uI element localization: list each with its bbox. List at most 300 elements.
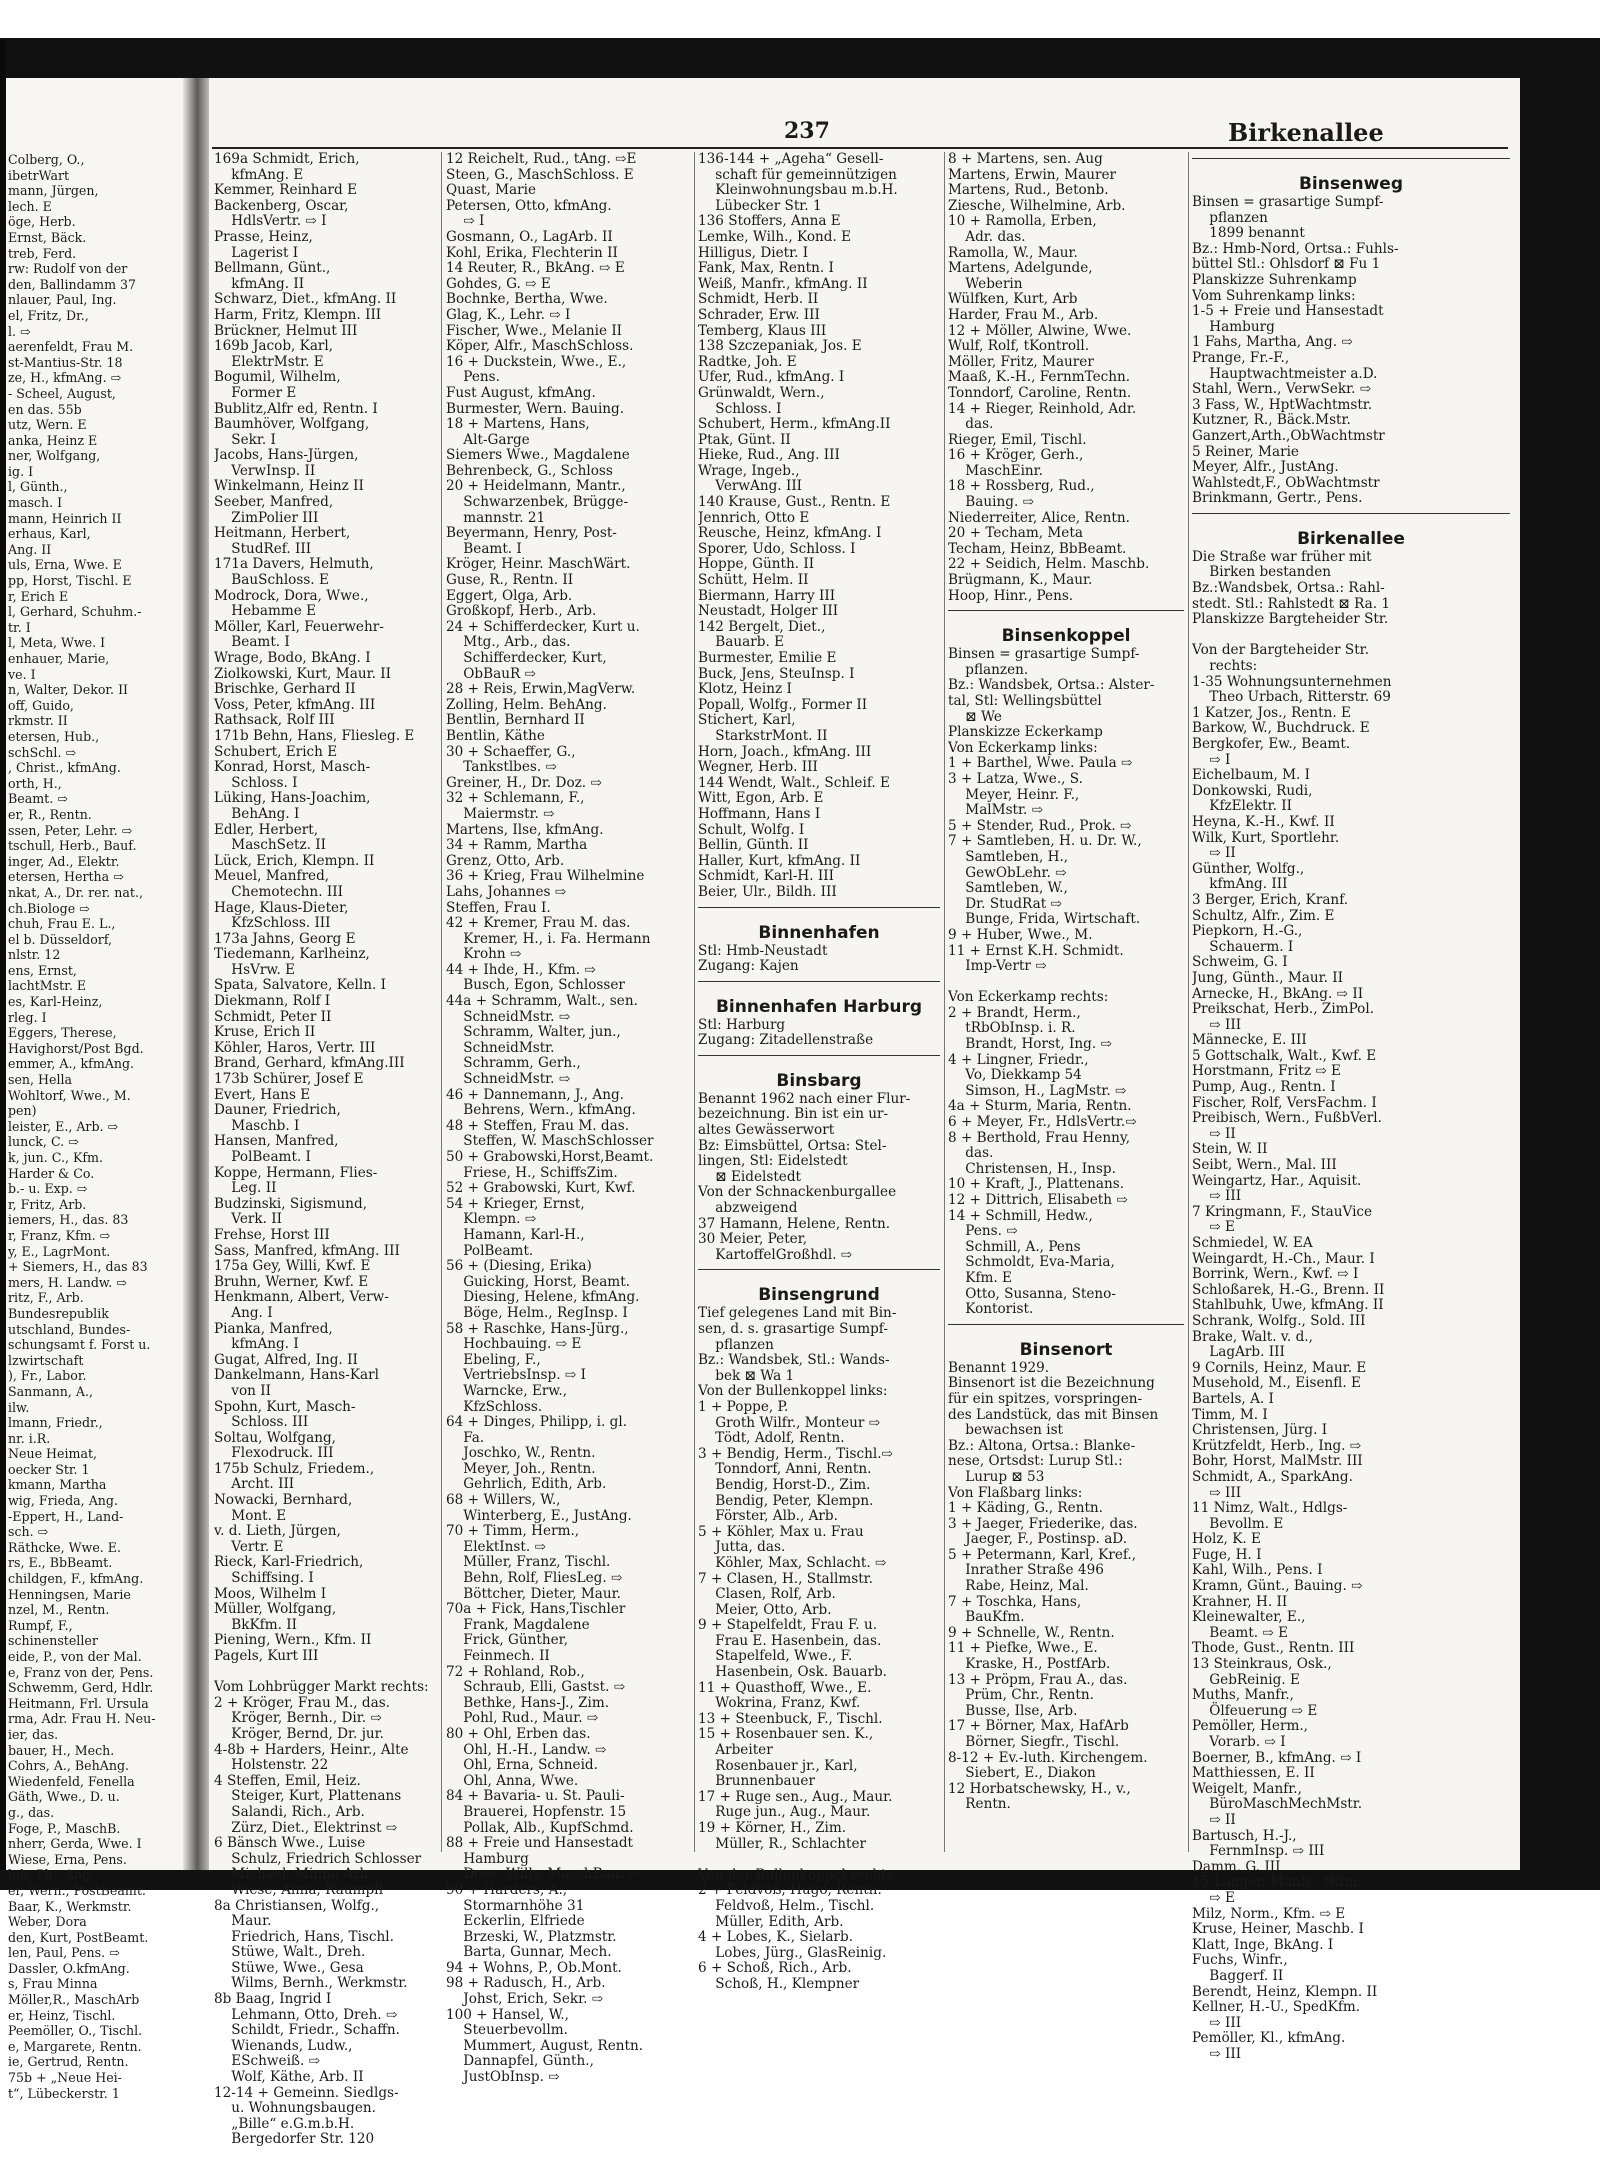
directory-line: tschull, Herb., Bauf. [8, 838, 137, 854]
directory-line: Müller, Wolfgang, [214, 1601, 337, 1618]
directory-line: Eichelbaum, M. I [1192, 767, 1311, 784]
directory-line: Hansen, Manfred, [214, 1133, 339, 1150]
directory-line: Gehrlich, Edith, Arb. [446, 1476, 607, 1493]
directory-line: ESchweiß. ⇨ [214, 2053, 321, 2070]
directory-line: Wrage, Bodo, BkAng. I [214, 650, 371, 666]
directory-line: Rumpf, F., [8, 1617, 73, 1633]
directory-line: tal, Stl: Wellingsbüttel [948, 693, 1102, 709]
directory-line: Steffen, W. MaschSchlosser [446, 1133, 654, 1150]
directory-line: 28 + Reis, Erwin,MagVerw. [446, 681, 636, 698]
directory-line: 6 + Meyer, Fr., HdlsVertr.⇨ [948, 1114, 1137, 1131]
directory-line: Hoop, Hinr., Pens. [948, 587, 1074, 604]
directory-line: 19 + Körner, H., Zim. [698, 1820, 847, 1836]
directory-line: 11 + Quasthoff, Wwe., E. [698, 1679, 872, 1696]
directory-line: rechts: [1192, 658, 1258, 675]
directory-line: Stein, W. II [1192, 1141, 1268, 1158]
directory-line: Greiner, H., Dr. Doz. ⇨ [446, 774, 602, 791]
directory-line: Bauarb. E [698, 634, 785, 651]
directory-line: Neue Heimat, [8, 1446, 98, 1462]
directory-line: Popall, Wolfg., Former II [698, 696, 868, 713]
directory-line: schSchl. ⇨ [8, 744, 77, 760]
directory-line: HsVrw. E [214, 961, 296, 978]
directory-line: 20 + Techam, Meta [948, 525, 1083, 542]
directory-line: tRbObInsp. i. R. [948, 1020, 1076, 1037]
directory-line: Bz.: Wandsbek, Ortsa.: Alster- [948, 677, 1155, 694]
directory-line: 44a + Schramm, Walt., sen. [446, 993, 638, 1010]
section-rule [698, 981, 940, 988]
directory-line: Feldvoß, Helm., Tischl. [698, 1897, 875, 1914]
directory-line: 4 Steffen, Emil, Heiz. [214, 1772, 361, 1789]
directory-line: Borrink, Wern., Kwf. ⇨ I [1192, 1266, 1359, 1283]
directory-line: GewObLehr. ⇨ [948, 864, 1067, 881]
directory-line: Von der Bargteheider Str. [1192, 642, 1370, 659]
directory-line: Schramm, Gerh., [446, 1055, 581, 1072]
directory-line: Piening, Wern., Kfm. II [214, 1632, 372, 1649]
directory-line: schungsamt f. Forst u. [8, 1337, 151, 1353]
directory-line: Seeber, Manfred, [214, 494, 334, 511]
directory-line: Dauner, Friedrich, [214, 1102, 341, 1119]
directory-line: Ang. II [8, 541, 52, 557]
directory-line: Bz.:Wandsbek, Ortsa.: Rahl- [1192, 580, 1385, 597]
directory-line: Pens. [446, 369, 500, 386]
directory-line: Binsenort ist die Bezeichnung [948, 1375, 1155, 1392]
directory-line: Bellin, Günth. II [698, 837, 809, 854]
directory-line: 64 + Dinges, Philipp, i. gl. [446, 1414, 628, 1431]
directory-line: Holz, K. E [1192, 1531, 1261, 1548]
directory-line: erhaus, Karl, [8, 526, 91, 542]
directory-line: rkmstr. II [8, 713, 68, 729]
directory-line: Leg. II [214, 1180, 277, 1197]
book-edge-top [0, 38, 1600, 78]
directory-line: Schütt, Helm. II [698, 572, 809, 589]
directory-line: Schmidt, A., SparkAng. [1192, 1468, 1353, 1485]
directory-line: Ohl, H.-H., Landw. ⇨ [446, 1741, 607, 1758]
directory-line: 5 + Köhler, Max u. Frau [698, 1523, 864, 1540]
directory-line: Martens, Adelgunde, [948, 260, 1093, 277]
directory-line: Klempn. ⇨ [446, 1211, 537, 1228]
header-rule [212, 147, 1508, 149]
directory-line: 140 Krause, Gust., Rentn. E [698, 494, 891, 511]
directory-line: 5 Reiner, Marie [1192, 443, 1299, 460]
directory-line: mann, Jürgen, [8, 183, 99, 199]
directory-line: Wrage, Ingeb., [698, 462, 800, 479]
directory-line: 18 + Martens, Hans, [446, 416, 590, 433]
directory-line: Möller,R., MaschArb [8, 1992, 140, 2008]
directory-line: Fuchs, Winfr., [1192, 1952, 1288, 1969]
directory-line: Temberg, Klaus III [698, 322, 827, 339]
directory-line: 84 + Bavaria- u. St. Pauli- [446, 1788, 625, 1805]
directory-line: s, Frau Minna [8, 1976, 98, 1992]
directory-line: Mont. E [214, 1507, 287, 1524]
section-rule [1192, 513, 1510, 520]
directory-line: Schweim, G. I [1192, 954, 1288, 971]
directory-line: Schultz, Alfr., Zim. E [1192, 907, 1335, 924]
directory-line: Ruge jun., Aug., Maur. [698, 1804, 871, 1821]
directory-line: off, Guido, [8, 697, 74, 713]
directory-line: Gohdes, G. ⇨ E [446, 275, 551, 292]
directory-line: Piepkorn, H.-G., [1192, 923, 1303, 940]
directory-line: Bellmann, Günt., [214, 260, 331, 277]
directory-line: 4 + Lobes, K., Sielarb. [698, 1929, 854, 1946]
directory-line: Holstenstr. 22 [214, 1757, 329, 1774]
directory-line: ch.Biologe ⇨ [8, 900, 90, 916]
directory-line: ⇨ II [1192, 845, 1236, 862]
directory-line: Planskizze Bargteheider Str. [1192, 611, 1389, 628]
directory-line: Martens, Erwin, Maurer [948, 166, 1117, 183]
directory-line: Krohn ⇨ [446, 946, 522, 963]
directory-line: FernmInsp. ⇨ III [1192, 1843, 1325, 1860]
directory-line: 56 + (Diesing, Erika) [446, 1258, 592, 1275]
directory-line: Bartusch, H.-J., [1192, 1827, 1297, 1844]
directory-line: Theo Urbach, Ritterstr. 69 [1192, 689, 1391, 706]
directory-line: Weigelt, Manfr., [1192, 1780, 1302, 1797]
directory-line: Moos, Wilhelm I [214, 1585, 327, 1602]
directory-line: Spata, Salvatore, Kelln. I [214, 977, 387, 994]
directory-line: Lagerist I [214, 244, 299, 261]
directory-line: Otto, Susanna, Steno- [948, 1285, 1116, 1302]
directory-line: Beamt. ⇨ [8, 791, 68, 807]
directory-line: nlauer, Paul, Ing. [8, 292, 117, 308]
directory-line: Eggers, Therese, [8, 1025, 117, 1041]
directory-line: e, Franz von der, Pens. [8, 1664, 154, 1680]
column-divider [441, 152, 442, 1852]
directory-line: rw: Rudolf von der [8, 261, 128, 277]
directory-line: Harder & Co. [8, 1165, 95, 1181]
directory-line: Maaß, K.-H., FernmTechn. [948, 369, 1131, 386]
directory-line: Ziesche, Wilhelmine, Arb. [948, 197, 1126, 214]
directory-line: Boerner, B., kfmAng. ⇨ I [1192, 1749, 1362, 1766]
directory-line: 144 Wendt, Walt., Schleif. E [698, 774, 890, 791]
directory-line: Behrenbeck, G., Schloss [446, 462, 613, 479]
directory-line: n, Walter, Dekor. II [8, 682, 129, 698]
directory-line: uls, Erna, Wwe. E [8, 557, 122, 573]
directory-line: Schloss. I [698, 400, 782, 417]
directory-line: Schmidt, Herb. II [698, 291, 819, 308]
directory-line: Sekr. I [214, 431, 276, 448]
directory-line: Schmidt, Karl-H. III [698, 868, 835, 885]
directory-line: Brzeski, W., Platzmstr. [446, 1928, 617, 1945]
directory-line: nzel, M., Rentn. [8, 1602, 110, 1618]
directory-line: von II [214, 1382, 271, 1399]
directory-line: Binsen = grasartige Sumpf- [948, 646, 1140, 663]
directory-line: ⇨ I [1192, 751, 1231, 768]
directory-line: Fust August, kfmAng. [446, 384, 596, 401]
directory-line: Beamt. ⇨ E [1192, 1624, 1289, 1641]
directory-line: Müller, Franz, Tischl. [446, 1554, 611, 1571]
directory-line: Chemotechn. III [214, 883, 343, 900]
directory-line: Niederreiter, Alice, Rentn. [948, 509, 1130, 526]
directory-line: Möller, Fritz, Maurer [948, 353, 1094, 370]
directory-line: e, Margarete, Rentn. [8, 2038, 142, 2054]
directory-line: Diekmann, Rolf I [214, 993, 331, 1010]
directory-line: 68 + Willers, W., [446, 1492, 561, 1509]
directory-line: 171b Behn, Hans, Fliesleg. E [214, 727, 415, 744]
directory-line: Thode, Gust., Rentn. III [1192, 1640, 1355, 1657]
directory-line: nese, Ortsdst: Lurup Stl.: [948, 1453, 1123, 1470]
directory-line: 2 + Kröger, Frau M., das. [214, 1694, 391, 1711]
directory-line: Von Flaßbarg links: [948, 1484, 1083, 1501]
directory-line: Sass, Manfred, kfmAng. III [214, 1242, 400, 1259]
directory-line: ens, Ernst, [8, 962, 77, 978]
directory-line: Preikschat, Herb., ZimPol. [1192, 1001, 1375, 1018]
directory-line: abzweigend [698, 1200, 798, 1217]
directory-line: Wiedenfeld, Fenella [8, 1773, 135, 1789]
directory-line [1192, 628, 1510, 644]
directory-line: Wiese, Erna, Pens. [8, 1851, 127, 1867]
directory-line: Bergkofer, Ew., Beamt. [1192, 736, 1351, 752]
directory-line: Weingartz, Har., Aquisit. [1192, 1172, 1362, 1189]
directory-line: Ang. I [214, 1304, 273, 1321]
directory-line: Quast, Marie [446, 182, 536, 199]
directory-line: g., das. [8, 1804, 55, 1820]
directory-line: Bethke, Hans-J., Zim. [446, 1694, 610, 1711]
directory-line: 4 + Lingner, Friedr., [948, 1051, 1089, 1068]
directory-line: 5 Gottschalk, Walt., Kwf. E [1192, 1047, 1377, 1064]
directory-line: Baggerf. II [1192, 1967, 1284, 1984]
directory-line: mers, H. Landw. ⇨ [8, 1274, 127, 1290]
directory-line: 175a Gey, Willi, Kwf. E [214, 1258, 371, 1275]
directory-line: ner, Wolfgang, [8, 448, 101, 464]
directory-line: des Landstück, das mit Binsen [948, 1406, 1159, 1423]
directory-line: Witt, Egon, Arb. E [698, 790, 824, 807]
directory-line: Donkowski, Rudi, [1192, 782, 1313, 799]
directory-line: Stapelfeld, Wwe., F. [698, 1648, 853, 1665]
directory-line: Bz.: Wandsbek, Stl.: Wands- [698, 1352, 890, 1369]
directory-line: Schloss. I [214, 774, 298, 791]
directory-line: Busch, Egon, Schlosser [446, 977, 625, 994]
directory-line: 30 + Schaeffer, G., [446, 743, 576, 760]
directory-line: ZimPolier III [214, 509, 319, 526]
directory-line: Jacobs, Hans-Jürgen, [214, 447, 359, 464]
directory-line: Archt. III [214, 1476, 295, 1493]
directory-line: Birken bestanden [1192, 564, 1332, 581]
directory-line: sen, d. s. grasartige Sumpf- [698, 1321, 888, 1337]
directory-line: Bendig, Horst-D., Zim. [698, 1476, 871, 1493]
directory-line: PolBeamt. [446, 1242, 534, 1259]
directory-line: bek ⊠ Wa 1 [698, 1367, 795, 1384]
directory-line: Meyer, Alfr., JustAng. [1192, 459, 1339, 476]
directory-line: Alt-Garge [446, 431, 530, 448]
directory-line: ⇨ E [1192, 1889, 1235, 1906]
directory-line: 98 + Radusch, H., Arb. [446, 1975, 606, 1992]
directory-line: Johst, Erich, Sekr. ⇨ [446, 1991, 604, 2008]
directory-line: Kleinwohnungsbau m.b.H. [698, 182, 898, 199]
directory-line: 173b Schürer, Josef E [214, 1071, 364, 1088]
directory-line: Harder, Frau M., Arb. [948, 306, 1099, 323]
directory-line: Imp-Vertr ⇨ [948, 958, 1047, 975]
directory-line: Cohrs, A., BehAng. [8, 1758, 130, 1774]
directory-line: Stahl, Wern., VerwSekr. ⇨ [1192, 381, 1372, 398]
directory-line: nherr, Gerda, Wwe. I [8, 1836, 142, 1852]
directory-line: Stl: Harburg [698, 1016, 786, 1033]
directory-line: Hamburg [446, 1850, 529, 1867]
left-margin-column [8, 152, 184, 2101]
directory-line: 173a Jahns, Georg E [214, 930, 356, 947]
directory-line: Schauerm. I [1192, 938, 1294, 955]
directory-line: Bartels, A. I [1192, 1390, 1274, 1407]
directory-line: 1 + Poppe, P. [698, 1398, 789, 1415]
directory-line: el, Fritz, Dr., [8, 307, 89, 323]
directory-line: st-Mantius-Str. 18 [8, 354, 123, 370]
directory-line: Von Eckerkamp rechts: [948, 989, 1109, 1006]
directory-line: 7 + Toschka, Hans, [948, 1593, 1082, 1610]
directory-line: Kruse, Heiner, Maschb. I [1192, 1921, 1364, 1938]
directory-line: 48 + Steffen, Frau M. das. [446, 1117, 630, 1134]
directory-line: Heyna, K.-H., Kwf. II [1192, 813, 1335, 830]
directory-line: Voss, Peter, kfmAng. III [214, 696, 376, 713]
directory-line: 42 + Kremer, Frau M. das. [446, 915, 631, 932]
directory-line: l, Meta, Wwe. I [8, 635, 106, 651]
directory-line: kfmAng. E [214, 166, 304, 183]
directory-line: Preibisch, Wern., FußbVerl. [1192, 1110, 1382, 1127]
directory-line: Männecke, E. III [1192, 1032, 1307, 1049]
section-rule [698, 1269, 940, 1276]
directory-line: Frehse, Horst III [214, 1226, 330, 1243]
directory-line: Vo, Diekkamp 54 [948, 1067, 1082, 1084]
directory-line: Friese, H., SchiffsZim. [446, 1164, 618, 1181]
directory-line: 58 + Raschke, Hans-Jürg., [446, 1320, 629, 1337]
directory-line: 4a + Sturm, Maria, Rentn. [948, 1098, 1132, 1115]
directory-line: Bz.: Hmb-Nord, Ortsa.: Fuhls- [1192, 240, 1399, 257]
directory-line: ig. I [8, 463, 34, 479]
directory-line: 175b Schulz, Friedem., [214, 1460, 375, 1477]
directory-line: 8 + Martens, sen. Aug [948, 152, 1103, 167]
directory-line: Grünwaldt, Wern., [698, 384, 825, 401]
directory-line: pflanzen [1192, 209, 1268, 226]
directory-line: LagArb. III [1192, 1344, 1285, 1361]
directory-line: oecker Str. 1 [8, 1461, 90, 1477]
directory-line: Diesing, Helene, kfmAng. [446, 1289, 640, 1306]
directory-line: Kramn, Günt., Bauing. ⇨ [1192, 1578, 1363, 1595]
directory-line: Wienands, Ludw., [214, 2037, 353, 2054]
directory-line: l. ⇨ [8, 323, 31, 339]
directory-line: Budzinski, Sigismund, [214, 1195, 368, 1212]
directory-line: Brunnenbauer [698, 1773, 815, 1790]
directory-line: Vom Lohbrügger Markt rechts: [214, 1679, 429, 1696]
directory-column-5 [1192, 152, 1510, 2062]
directory-line: den, Kurt, PostBeamt. [8, 1929, 149, 1945]
directory-line: Vertr. E [214, 1538, 284, 1555]
directory-line: Jung, Günth., Maur. II [1192, 969, 1344, 986]
directory-line: Spohn, Kurt, Masch- [214, 1398, 356, 1415]
directory-line: Bevollm. E [1192, 1515, 1284, 1532]
directory-line: enhauer, Marie, [8, 651, 110, 666]
directory-line: 11 + Piefke, Wwe., E. [948, 1640, 1098, 1657]
directory-line: Sanmann, A., [8, 1383, 94, 1399]
directory-line: 138 Szczepaniak, Jos. E [698, 338, 862, 355]
directory-line: Baumhöver, Wolfgang, [214, 416, 370, 433]
directory-line: Bz.: Altona, Ortsa.: Blanke- [948, 1437, 1136, 1454]
directory-line: 5 + Stender, Rud., Prok. ⇨ [948, 817, 1132, 834]
directory-line: 8a Christiansen, Wolfg., [214, 1897, 380, 1914]
directory-line: Lemke, Wilh., Kond. E [698, 228, 852, 245]
directory-line: Stüwe, Wwe., Gesa [214, 1959, 364, 1976]
directory-line: Bauing. ⇨ [948, 494, 1034, 511]
directory-line: Hauptwachtmeister a.D. [1192, 365, 1378, 382]
directory-line: Stormarnhöhe 31 [446, 1897, 585, 1914]
directory-line: 14 + Rieger, Reinhold, Adr. [948, 400, 1137, 417]
directory-line: Prange, Fr.-F., [1192, 349, 1290, 366]
directory-line: Henningsen, Marie [8, 1586, 131, 1602]
directory-line: Glag, K., Lehr. ⇨ I [446, 306, 571, 323]
directory-line: Köper, Alfr., MaschSchloss. [446, 338, 634, 355]
book-gutter [183, 78, 209, 1870]
directory-line: ⇨ II [1192, 1125, 1236, 1142]
directory-line: Ptak, Günt. II [698, 431, 791, 448]
directory-line: Hochbauing. ⇨ E [446, 1336, 582, 1353]
directory-line: ⇨ E [1192, 1219, 1235, 1236]
directory-line: nlstr. 12 [8, 947, 61, 963]
directory-line: Weberin [948, 275, 1023, 292]
directory-line: ier, das. [8, 1726, 59, 1742]
directory-line: Bentlin, Käthe [446, 727, 545, 744]
directory-line: Stl: Hmb-Neustadt [698, 942, 828, 959]
directory-line: Brügmann, K., Maur. [948, 572, 1093, 589]
directory-line: Mummert, August, Rentn. [446, 2037, 644, 2054]
directory-line: nkat, A., Dr. rer. nat., [8, 884, 143, 900]
directory-line: Meyer, Heinr. F., [948, 786, 1080, 803]
directory-line: Schrank, Wolfg., Sold. III [1192, 1312, 1366, 1329]
directory-line: 169b Jacob, Karl, [214, 338, 334, 355]
directory-line: ie, Gertrud, Rentn. [8, 2054, 129, 2070]
directory-line: Steen, G., MaschSchloss. E [446, 166, 634, 183]
directory-line: l, Gerhard, Schuhm.- [8, 604, 142, 620]
directory-line: Wulf, Rolf, tKontroll. [948, 338, 1090, 355]
directory-line: 46 + Dannemann, J., Ang. [446, 1086, 624, 1103]
directory-line: SchneidMstr. [446, 1039, 555, 1056]
directory-line: wig, Frieda, Ang. [8, 1493, 118, 1509]
directory-line [948, 975, 1184, 991]
directory-line: v. d. Lieth, Jürgen, [214, 1523, 341, 1540]
directory-line: ibetrWart [8, 167, 70, 183]
directory-line: Zolling, Helm. BehAng. [446, 696, 607, 713]
directory-line: Tiedemann, Karlheinz, [214, 946, 370, 963]
column-divider [1188, 152, 1189, 1852]
directory-line: Heitmann, Frl. Ursula [8, 1695, 149, 1711]
directory-line: Burmester, Wern. Bauing. [446, 400, 625, 417]
directory-line: Christensen, Jürg. I [1192, 1422, 1328, 1439]
directory-line: Kfm. E [948, 1269, 1012, 1286]
directory-line: Frick, Günther, [446, 1632, 569, 1649]
directory-line: büttel Stl.: Ohlsdorf ⊠ Fu 1 [1192, 256, 1381, 273]
directory-line: -Eppert, H., Land- [8, 1508, 124, 1524]
directory-line: Warncke, Erw., [446, 1382, 568, 1399]
directory-line: Schrader, Erw. III [698, 306, 820, 323]
directory-line: l, Günth., [8, 479, 68, 495]
directory-line: Kremer, H., i. Fa. Hermann [446, 930, 651, 947]
directory-line: lingen, Stl: Eidelstedt [698, 1153, 848, 1170]
directory-line: 12-14 + Gemeinn. Siedlgs- [214, 2084, 399, 2101]
directory-line: bewachsen ist [948, 1422, 1064, 1439]
directory-line: Rabe, Heinz, Mal. [948, 1578, 1089, 1595]
directory-line: für ein spitzes, vorspringen- [948, 1390, 1143, 1407]
directory-line: Samtleben, H., [948, 848, 1069, 865]
directory-line: Damm, G. III [1192, 1858, 1281, 1875]
street-heading: Binnenhafen Harburg [715, 996, 923, 1017]
directory-line: Tankstlbes. ⇨ [446, 759, 557, 776]
directory-line: Jaeger, F., Postinsp. aD. [948, 1531, 1128, 1548]
directory-line: ⇨ III [1192, 1188, 1242, 1205]
directory-line: 2 + Brandt, Herm., [948, 1004, 1081, 1021]
directory-line: Foge, P., MaschB. [8, 1820, 121, 1836]
directory-line: Evert, Hans E [214, 1086, 311, 1103]
directory-line: 15 Langer, Manfr., tKfm. [1192, 1874, 1362, 1891]
directory-line: 8-12 + Ev.-luth. Kirchengem. [948, 1749, 1148, 1766]
directory-line: Martens, Rud., Betonb. [948, 182, 1109, 199]
directory-line: Reusche, Heinz, kfmAng. I [698, 525, 882, 542]
directory-line: Lahs, Johannes ⇨ [446, 883, 567, 900]
directory-line: Dassler, O.kfmAng. [8, 1960, 130, 1976]
